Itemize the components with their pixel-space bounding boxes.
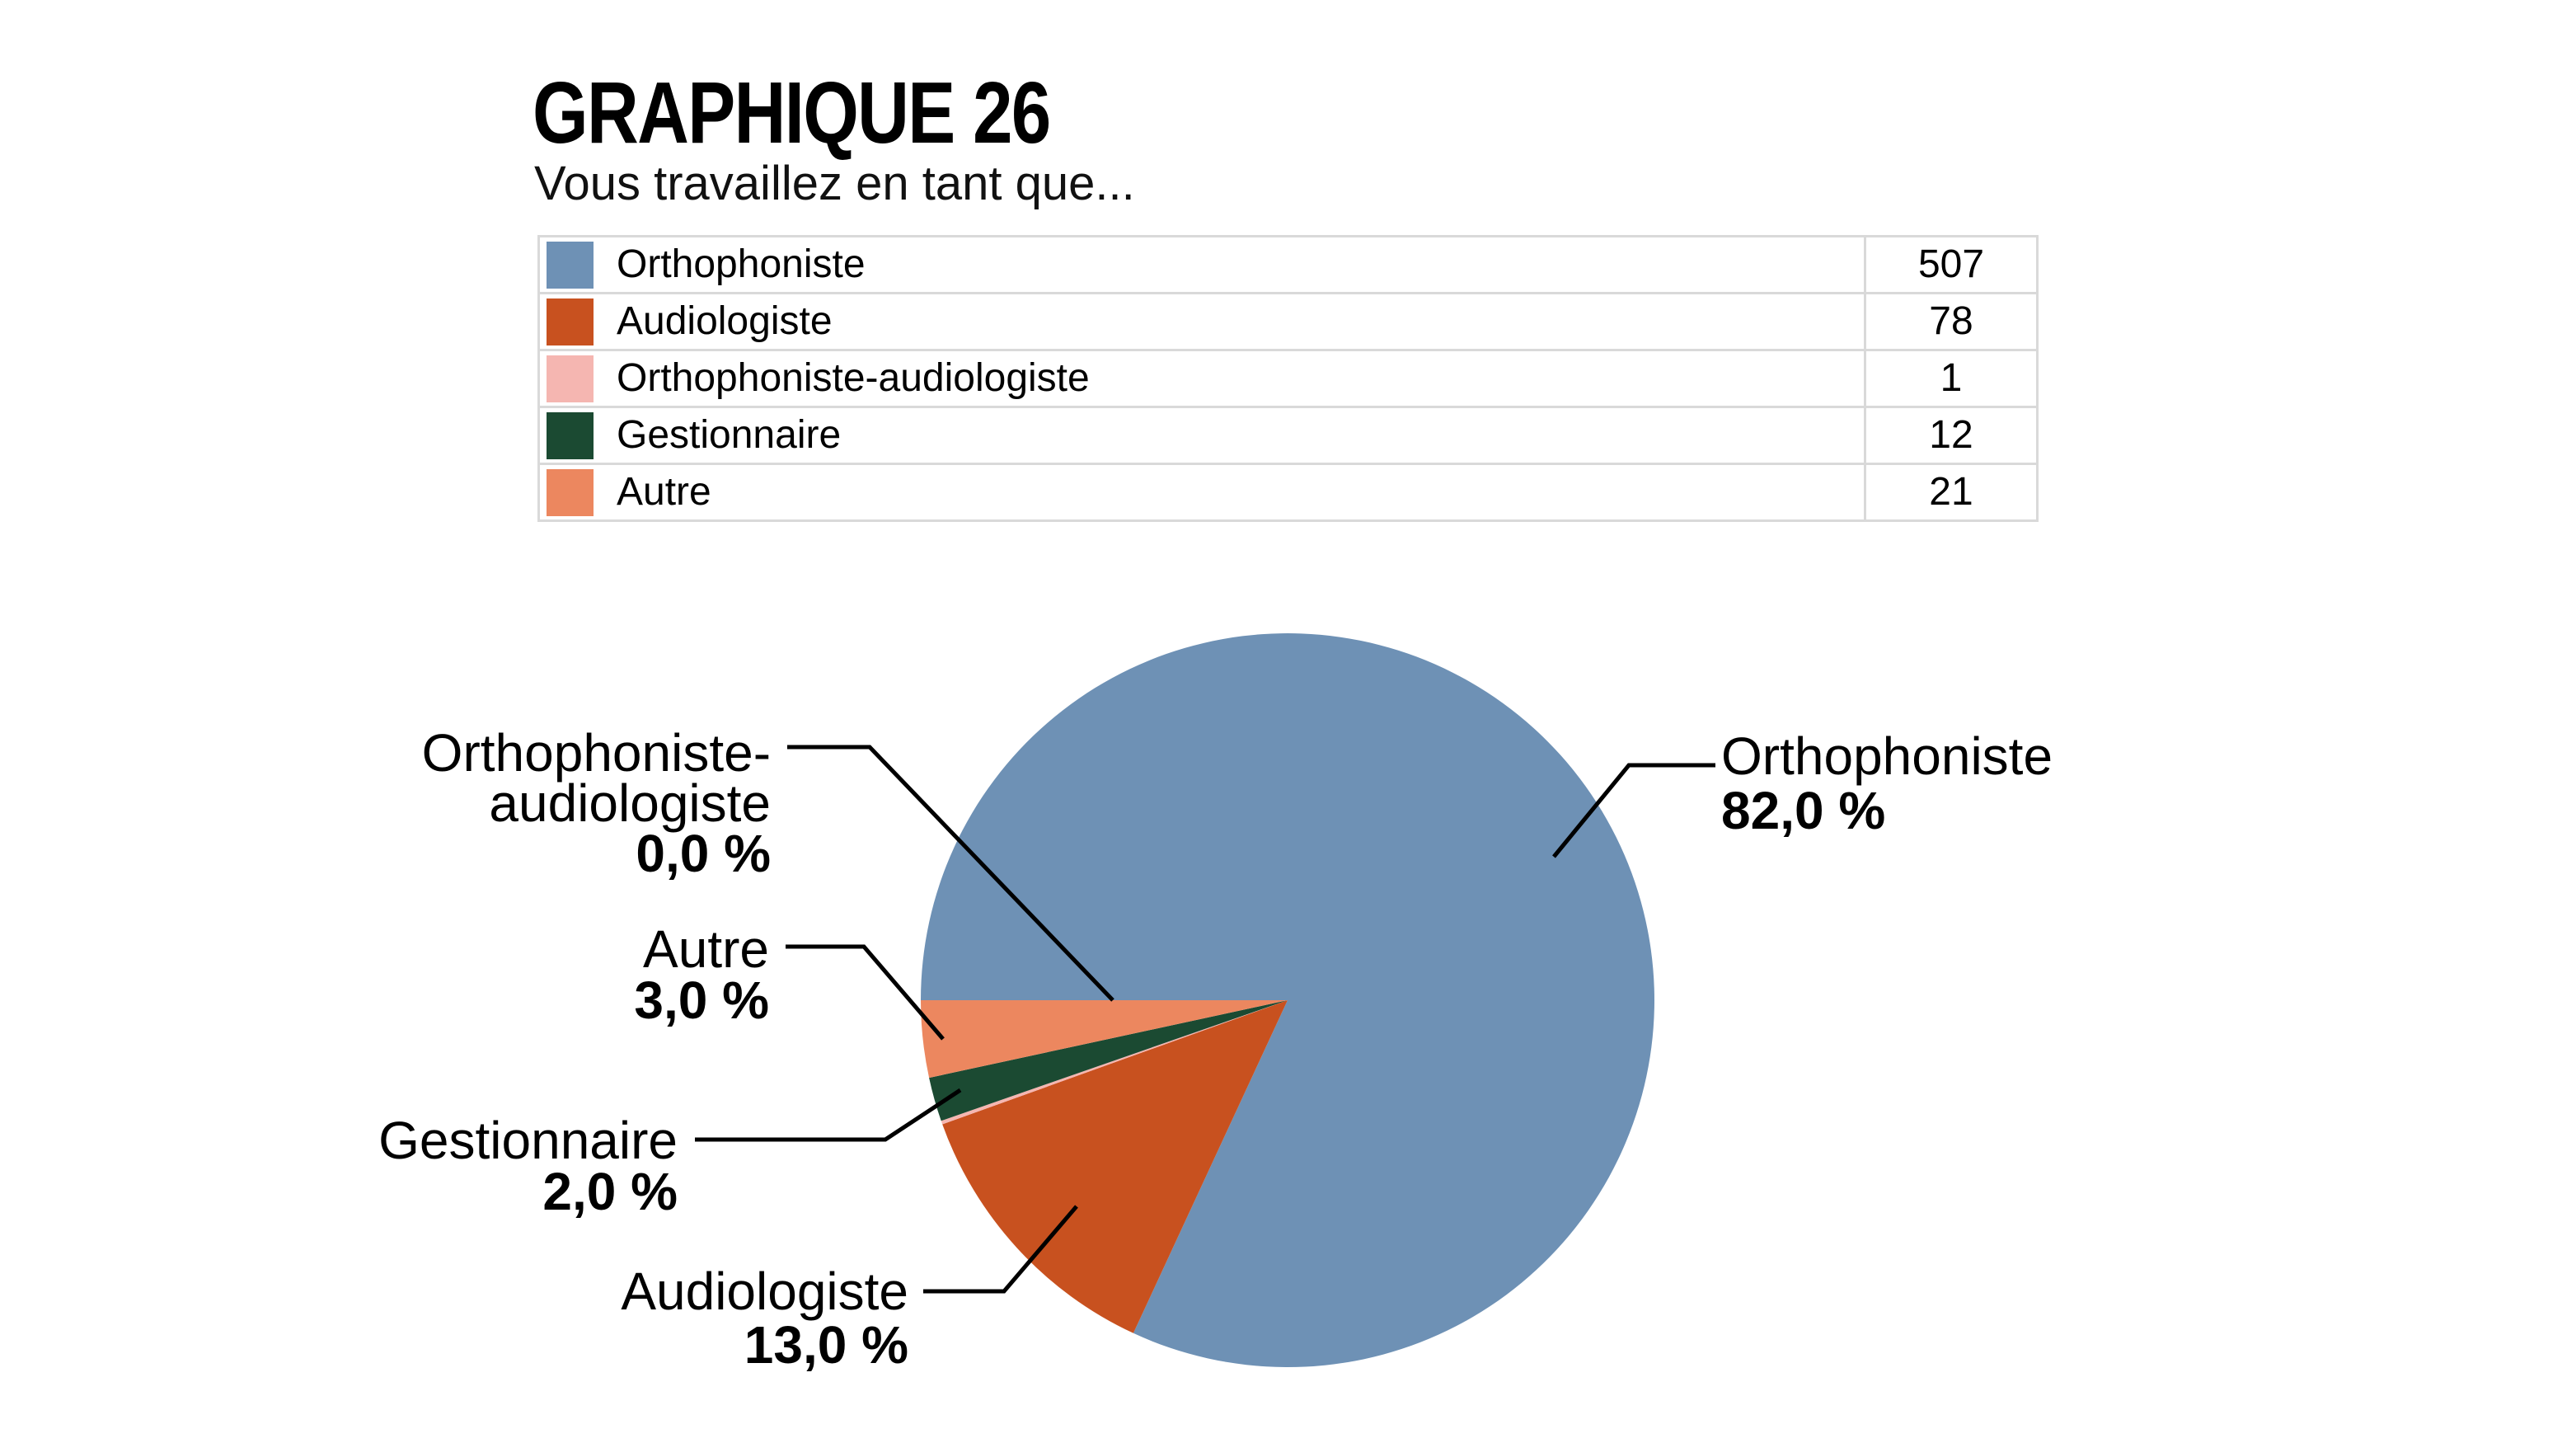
legend-value: 507 [1864,237,2036,292]
legend-value: 21 [1864,465,2036,519]
legend-label: Orthophoniste-audiologiste [617,356,1090,400]
chart-subtitle: Vous travaillez en tant que... [534,157,1135,210]
leader-line-gestionnaire [695,1090,960,1140]
leader-line-autre [786,947,943,1039]
legend-label: Autre [617,470,711,514]
pie-label-autre: Autre [643,919,769,979]
legend-value: 78 [1864,294,2036,349]
pie-label-gestionnaire: Gestionnaire [378,1111,678,1170]
legend-label: Audiologiste [617,299,833,343]
legend-value: 1 [1864,351,2036,406]
pie-pct-gestionnaire: 2,0 % [542,1162,678,1221]
pie-pct-orthophoniste-audiologiste: 0,0 % [636,824,771,883]
pie-label-orthophoniste-audiologiste-line2: audiologiste [489,773,771,833]
chart-title-text: GRAPHIQUE 26 [533,64,1050,162]
pie-label-orthophoniste: Orthophoniste [1721,726,2053,786]
legend-label: Gestionnaire [617,413,842,457]
pie-pct-autre: 3,0 % [634,971,769,1030]
pie-label-audiologiste: Audiologiste [621,1262,908,1321]
pie-label-orthophoniste-audiologiste-line1: Orthophoniste- [421,723,771,783]
pie-pct-audiologiste: 13,0 % [744,1315,908,1375]
pie-pct-orthophoniste: 82,0 % [1721,781,1886,840]
legend-value: 12 [1864,408,2036,463]
legend-label: Orthophoniste [617,242,866,286]
